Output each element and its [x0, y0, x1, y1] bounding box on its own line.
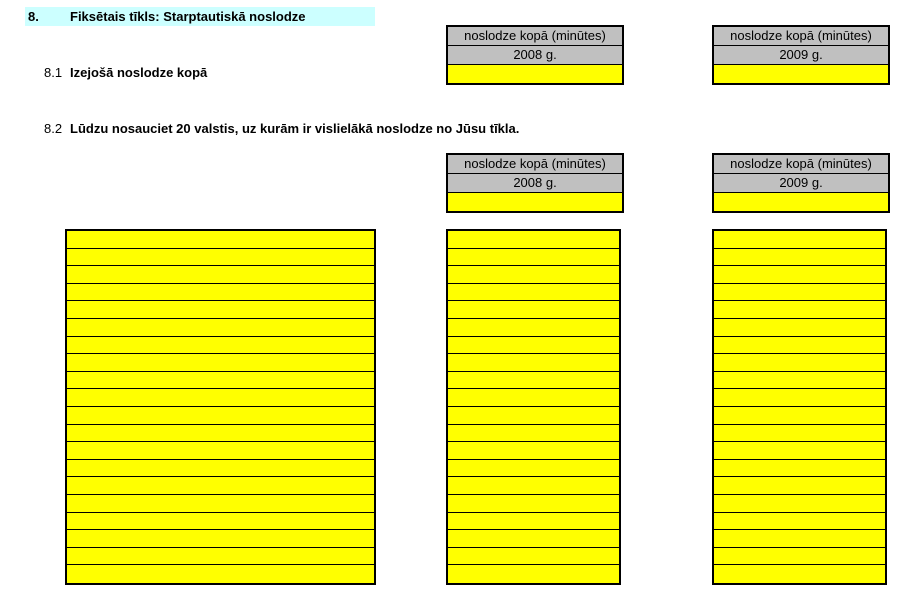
country-2009-input[interactable]: [714, 495, 885, 513]
total-2009-header-label: noslodze kopā (minūtes): [714, 27, 888, 46]
country-name-input[interactable]: [67, 249, 374, 267]
country-2009-input[interactable]: [714, 425, 885, 443]
country-name-input[interactable]: [67, 548, 374, 566]
country-2008-input[interactable]: [448, 513, 619, 531]
country-2009-input[interactable]: [714, 354, 885, 372]
countries-2008-year-label: 2008 g.: [448, 174, 622, 193]
country-name-input[interactable]: [67, 565, 374, 583]
country-name-input[interactable]: [67, 354, 374, 372]
country-2008-input[interactable]: [448, 319, 619, 337]
country-name-input[interactable]: [67, 460, 374, 478]
country-2009-input[interactable]: [714, 460, 885, 478]
total-2009-input[interactable]: [714, 65, 888, 83]
countries-2008-header-label: noslodze kopā (minūtes): [448, 155, 622, 174]
country-2009-input[interactable]: [714, 284, 885, 302]
country-2009-input[interactable]: [714, 407, 885, 425]
total-2008-input[interactable]: [448, 65, 622, 83]
country-2009-input[interactable]: [714, 301, 885, 319]
total-2008-header-label: noslodze kopā (minūtes): [448, 27, 622, 46]
total-2008-block: [446, 25, 624, 85]
country-2009-input[interactable]: [714, 565, 885, 583]
countries-2009-header-label: noslodze kopā (minūtes): [714, 155, 888, 174]
country-2008-input[interactable]: [448, 407, 619, 425]
section-title: Fiksētais tīkls: Starptautiskā noslodze: [70, 9, 306, 24]
country-2009-input[interactable]: [714, 442, 885, 460]
country-2008-input[interactable]: [448, 284, 619, 302]
country-name-input[interactable]: [67, 530, 374, 548]
country-2008-input[interactable]: [448, 354, 619, 372]
country-2009-input[interactable]: [714, 513, 885, 531]
country-name-column: [65, 229, 376, 585]
country-2009-input[interactable]: [714, 319, 885, 337]
country-2009-input[interactable]: [714, 389, 885, 407]
country-name-input[interactable]: [67, 495, 374, 513]
total-2009-year-label: 2009 g.: [714, 46, 888, 65]
sub2-title: Lūdzu nosauciet 20 valstis, uz kurām ir vislielākā noslodze no Jūsu tīkla.: [70, 121, 520, 136]
countries-2009-total-input[interactable]: [714, 193, 888, 211]
country-name-input[interactable]: [67, 231, 374, 249]
country-name-input[interactable]: [67, 284, 374, 302]
total-2008-year-label: 2008 g.: [448, 46, 622, 65]
section-number: 8.: [28, 9, 39, 24]
country-2008-input[interactable]: [448, 460, 619, 478]
country-2008-input[interactable]: [448, 372, 619, 390]
sub1-title: Izejošā noslodze kopā: [70, 65, 208, 80]
country-2008-input[interactable]: [448, 530, 619, 548]
country-2008-input[interactable]: [448, 301, 619, 319]
country-name-input[interactable]: [67, 266, 374, 284]
country-name-input[interactable]: [67, 372, 374, 390]
countries-2008-total-input[interactable]: [448, 193, 622, 211]
country-name-input[interactable]: [67, 477, 374, 495]
country-2009-input[interactable]: [714, 477, 885, 495]
country-2009-input[interactable]: [714, 530, 885, 548]
country-2008-input[interactable]: [448, 548, 619, 566]
country-name-input[interactable]: [67, 513, 374, 531]
country-2008-input[interactable]: [448, 266, 619, 284]
sub2-number: 8.2: [44, 121, 63, 136]
country-2008-input[interactable]: [448, 565, 619, 583]
country-2008-column: [446, 229, 621, 585]
country-2009-input[interactable]: [714, 249, 885, 267]
countries-2008-block: [446, 153, 624, 213]
country-2008-input[interactable]: [448, 442, 619, 460]
country-2008-input[interactable]: [448, 477, 619, 495]
total-2009-block: [712, 25, 890, 85]
country-name-input[interactable]: [67, 389, 374, 407]
country-name-input[interactable]: [67, 301, 374, 319]
country-2008-input[interactable]: [448, 425, 619, 443]
country-name-input[interactable]: [67, 425, 374, 443]
country-2008-input[interactable]: [448, 389, 619, 407]
country-2008-input[interactable]: [448, 337, 619, 355]
country-name-input[interactable]: [67, 407, 374, 425]
country-2009-input[interactable]: [714, 372, 885, 390]
country-2009-input[interactable]: [714, 548, 885, 566]
country-name-input[interactable]: [67, 337, 374, 355]
country-2009-input[interactable]: [714, 337, 885, 355]
country-2009-input[interactable]: [714, 231, 885, 249]
countries-2009-block: [712, 153, 890, 213]
country-2009-input[interactable]: [714, 266, 885, 284]
country-2009-column: [712, 229, 887, 585]
country-2008-input[interactable]: [448, 249, 619, 267]
sub1-number: 8.1: [44, 65, 63, 80]
country-name-input[interactable]: [67, 319, 374, 337]
countries-2009-year-label: 2009 g.: [714, 174, 888, 193]
country-name-input[interactable]: [67, 442, 374, 460]
country-2008-input[interactable]: [448, 495, 619, 513]
country-2008-input[interactable]: [448, 231, 619, 249]
